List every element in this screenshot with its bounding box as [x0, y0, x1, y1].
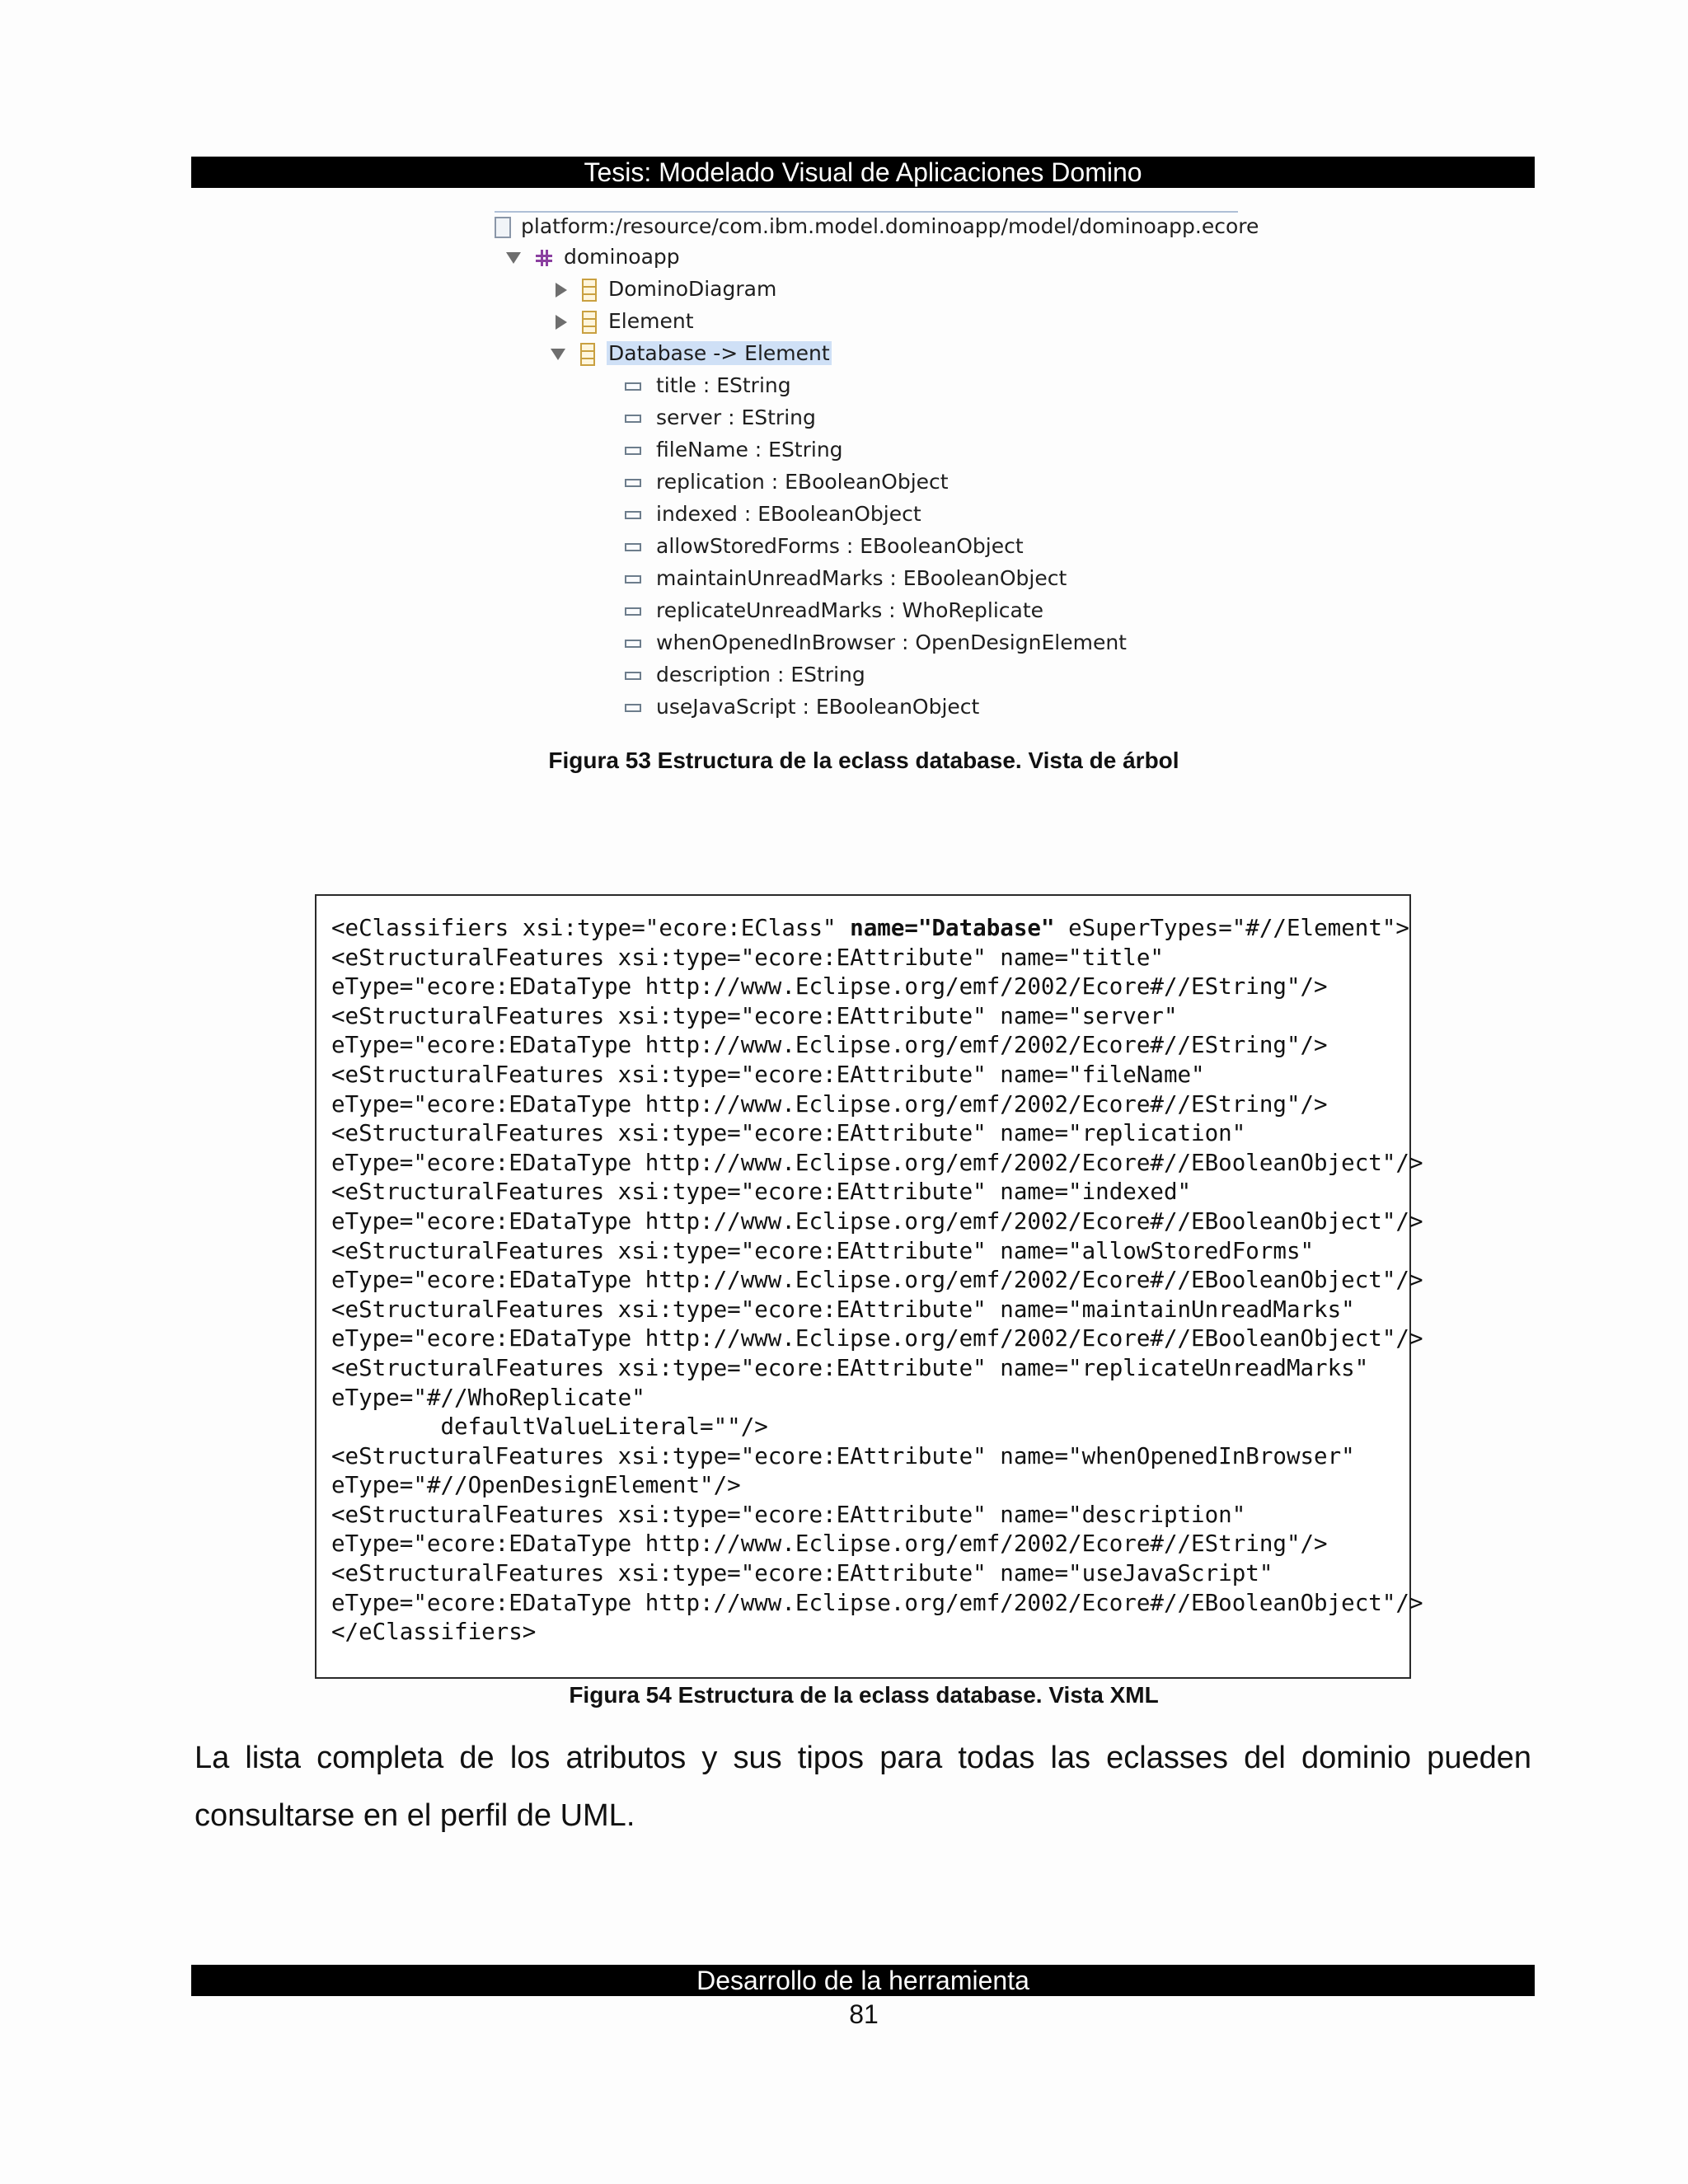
xml-line: eType="ecore:EDataType http://www.Eclipse.org/emf/2002/Ecore#//EBooleanObject"/> — [331, 1325, 1423, 1352]
expand-down-icon[interactable] — [551, 349, 565, 360]
eattribute-icon — [625, 607, 641, 616]
figure-54-caption: Figura 54 Estructura de la eclass database. Vista XML — [569, 1682, 1159, 1708]
eattribute-icon — [625, 479, 641, 487]
tree-attribute-row[interactable] — [625, 500, 921, 528]
expand-right-icon[interactable] — [556, 315, 567, 330]
tree-attribute-label: title : EString — [656, 373, 791, 397]
tree-class-row[interactable] — [554, 307, 694, 335]
tree-attribute-label: whenOpenedInBrowser : OpenDesignElement — [656, 630, 1127, 654]
eattribute-icon — [625, 447, 641, 455]
xml-line: eType="ecore:EDataType http://www.Eclipse.org/emf/2002/Ecore#//EBooleanObject"/> — [331, 1267, 1423, 1294]
xml-text: <eClassifiers xsi:type="ecore:EClass" — [331, 915, 851, 941]
eattribute-icon — [625, 672, 641, 680]
tree-attribute-label: fileName : EString — [656, 438, 843, 462]
eattribute-icon — [625, 415, 641, 423]
eattribute-icon — [625, 543, 641, 551]
xml-line: eType="ecore:EDataType http://www.Eclipse.org/emf/2002/Ecore#//EString"/> — [331, 1530, 1328, 1558]
xml-line: eType="ecore:EDataType http://www.Eclipse.org/emf/2002/Ecore#//EBooleanObject"/> — [331, 1207, 1423, 1235]
eattribute-icon — [625, 511, 641, 519]
tree-attribute-label: maintainUnreadMarks : EBooleanObject — [656, 566, 1067, 590]
tree-attribute-label: replicateUnreadMarks : WhoReplicate — [656, 598, 1044, 622]
ecore-tree-view — [486, 211, 1259, 730]
xml-rest — [331, 944, 1423, 1646]
tree-class-row-selected[interactable] — [551, 340, 832, 368]
eclass-icon — [582, 311, 597, 334]
tree-attribute-label: indexed : EBooleanObject — [656, 502, 921, 526]
tree-attribute-row[interactable] — [625, 372, 791, 400]
xml-line: eType="ecore:EDataType http://www.Eclipse.org/emf/2002/Ecore#//EString"/> — [331, 1090, 1328, 1118]
tree-attribute-row[interactable] — [625, 436, 843, 464]
xml-line: <eStructuralFeatures xsi:type="ecore:EAttribute" name="indexed" — [331, 1179, 1192, 1206]
footer-title: Desarrollo de la herramienta — [191, 1965, 1535, 1996]
xml-line: eType="ecore:EDataType http://www.Eclipse.org/emf/2002/Ecore#//EBooleanObject"/> — [331, 1589, 1423, 1616]
xml-highlight: name="Database" — [850, 915, 1055, 941]
tree-class-label: Database -> Element — [608, 341, 830, 365]
tree-attribute-row[interactable] — [625, 693, 979, 721]
header-title: Tesis: Modelado Visual de Aplicaciones Domino — [191, 157, 1535, 188]
tree-attribute-label: server : EString — [656, 405, 816, 429]
tree-attribute-row[interactable] — [625, 468, 949, 496]
tree-root-path: platform:/resource/com.ibm.model.dominoapp/model/dominoapp.ecore — [521, 214, 1259, 238]
xml-line: </eClassifiers> — [331, 1619, 537, 1646]
xml-line: eType="#//WhoReplicate" — [331, 1384, 645, 1411]
eattribute-icon — [625, 382, 641, 391]
eattribute-icon — [625, 704, 641, 712]
tree-attribute-label: replication : EBooleanObject — [656, 470, 949, 494]
tree-attribute-row[interactable] — [625, 532, 1024, 560]
xml-line: <eStructuralFeatures xsi:type="ecore:EAttribute" name="maintainUnreadMarks" — [331, 1296, 1355, 1323]
xml-line: defaultValueLiteral=""/> — [331, 1413, 768, 1441]
eattribute-icon — [625, 640, 641, 648]
expand-right-icon[interactable] — [556, 283, 567, 298]
xml-line: <eStructuralFeatures xsi:type="ecore:EAttribute" name="whenOpenedInBrowser" — [331, 1442, 1355, 1469]
xml-line: <eStructuralFeatures xsi:type="ecore:EAttribute" name="replicateUnreadMarks" — [331, 1354, 1369, 1381]
tree-attribute-row[interactable] — [625, 404, 816, 432]
tree-package-label: dominoapp — [564, 245, 680, 269]
xml-line: <eStructuralFeatures xsi:type="ecore:EAttribute" name="description" — [331, 1501, 1246, 1528]
xml-line: eType="ecore:EDataType http://www.Eclipse.org/emf/2002/Ecore#//EString"/> — [331, 1032, 1328, 1059]
tree-attribute-label: allowStoredForms : EBooleanObject — [656, 534, 1024, 558]
package-icon — [536, 250, 552, 266]
eattribute-icon — [625, 575, 641, 583]
tree-class-label: DominoDiagram — [608, 277, 777, 301]
xml-line: <eStructuralFeatures xsi:type="ecore:EAttribute" name="replication" — [331, 1120, 1246, 1147]
xml-line: <eStructuralFeatures xsi:type="ecore:EAttribute" name="fileName" — [331, 1061, 1205, 1088]
body-paragraph: La lista completa de los atributos y sus tipos para todas las eclasses del dominio pueden consultarse en el perfil de UML. — [195, 1741, 1531, 1833]
xml-code-box — [315, 894, 1423, 1679]
xml-line: eType="ecore:EDataType http://www.Eclipse.org/emf/2002/Ecore#//EString"/> — [331, 973, 1328, 1001]
tree-attribute-row[interactable] — [625, 629, 1127, 657]
tree-attribute-label: useJavaScript : EBooleanObject — [656, 695, 980, 719]
expand-down-icon[interactable] — [506, 252, 521, 264]
xml-line — [331, 915, 1409, 941]
eclass-icon — [580, 343, 595, 366]
xml-text: eSuperTypes="#//Element"> — [1054, 915, 1409, 941]
xml-line: <eStructuralFeatures xsi:type="ecore:EAttribute" name="useJavaScript" — [331, 1560, 1273, 1587]
xml-line: eType="#//OpenDesignElement"/> — [331, 1472, 741, 1499]
tree-attribute-label: description : EString — [656, 663, 865, 687]
tree-attribute-row[interactable] — [625, 661, 865, 689]
xml-line: <eStructuralFeatures xsi:type="ecore:EAttribute" name="allowStoredForms" — [331, 1237, 1315, 1264]
xml-line: eType="ecore:EDataType http://www.Eclipse.org/emf/2002/Ecore#//EBooleanObject"/> — [331, 1149, 1423, 1176]
file-icon — [495, 217, 511, 238]
tree-class-row[interactable] — [554, 275, 776, 303]
eclass-icon — [582, 279, 597, 302]
tree-class-label: Element — [608, 309, 694, 333]
tree-root-row[interactable] — [495, 211, 1259, 241]
xml-line: <eStructuralFeatures xsi:type="ecore:EAttribute" name="title" — [331, 944, 1164, 971]
page-number: 81 — [849, 1999, 879, 2029]
xml-line: <eStructuralFeatures xsi:type="ecore:EAttribute" name="server" — [331, 1002, 1178, 1029]
figure-53-caption: Figura 53 Estructura de la eclass database. Vista de árbol — [548, 748, 1179, 773]
tree-attribute-row[interactable] — [625, 565, 1067, 593]
tree-attribute-row[interactable] — [625, 597, 1043, 625]
xml-code — [331, 914, 1423, 1647]
tree-package-row[interactable] — [506, 243, 680, 271]
